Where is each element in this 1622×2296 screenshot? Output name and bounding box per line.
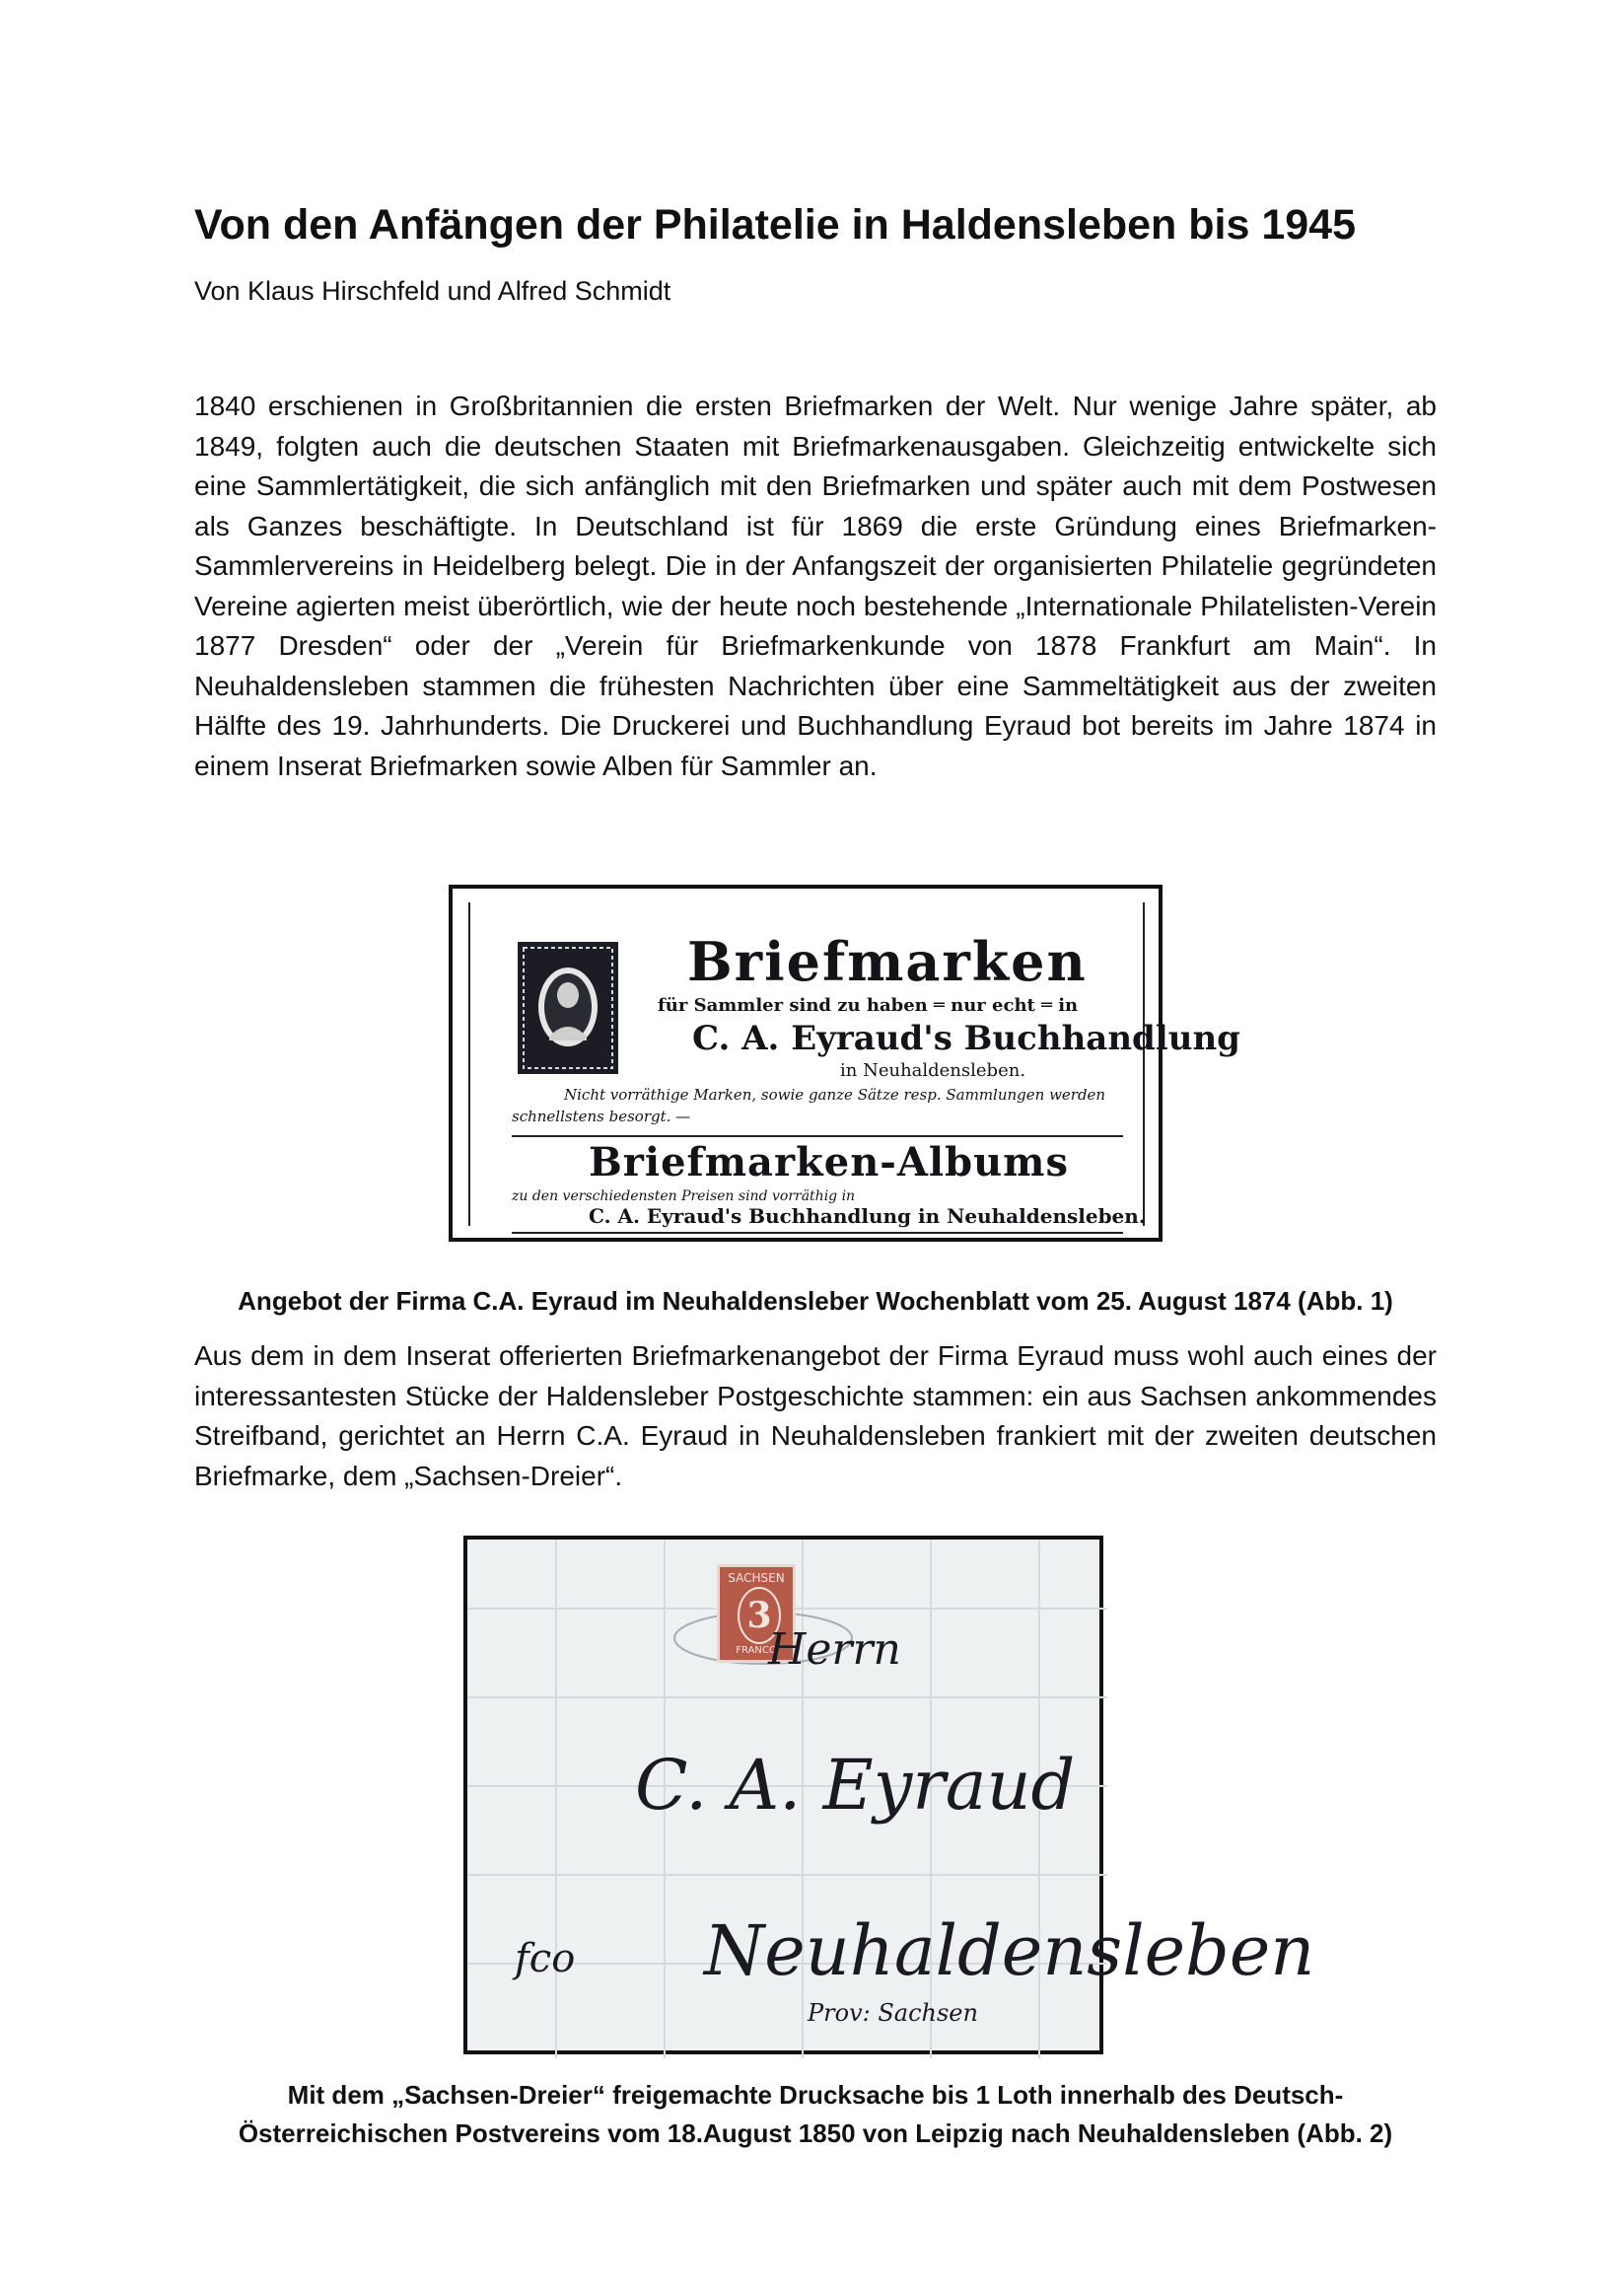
advertisement-frame xyxy=(468,902,1240,1228)
stamp-country-label: SACHSEN xyxy=(728,1571,785,1585)
advert-divider xyxy=(512,1135,1123,1137)
page-title: Von den Anfängen der Philatelie in Haldensleben bis 1945 xyxy=(194,201,1357,249)
advert-line: Nicht vorräthige Marken, sowie ganze Sätze resp. Sammlungen werden xyxy=(564,1086,1106,1104)
advert-line: schnellstens besorgt. — xyxy=(512,1108,691,1125)
advert-line: in Neuhaldensleben. xyxy=(840,1060,1026,1081)
handwritten-city: Neuhaldensleben xyxy=(704,1910,1315,1991)
advert-line: zu den verschiedensten Preisen sind vorräthig in xyxy=(512,1188,856,1204)
handwritten-addressee: C. A. Eyraud xyxy=(635,1745,1076,1826)
stamp-value: 3 xyxy=(738,1587,781,1644)
figure-caption-2: Mit dem „Sachsen-Dreier“ freigemachte Drucksache bis 1 Loth innerhalb des Deutsch-Österreichischen Postvereins vom 18.August 1850 von Leipzig nach Neuhaldensleben (Abb. 2) xyxy=(238,2080,1393,2148)
handwritten-franco: fco xyxy=(515,1936,576,1981)
intro-paragraph: 1840 erschienen in Großbritannien die ersten Briefmarken der Welt. Nur wenige Jahre später, ab 1849, folgten auch die deutschen Staaten mit Briefmarkenausgaben. Gleichzeitig entwickelte sich eine Sammlertätigkeit, die sich anfänglich mit den Briefmarken und später auch mit dem Postwesen als Ganzes beschäftigte. In Deutschland ist für 1869 die erste Gründung eines Briefmarken- Sammlervereins in Heidelberg belegt. Die in der Anfangszeit der organisierten Philatelie gegründeten Vereine agierten meist überörtlich, wie der heute noch bestehende „Internationale Philatelisten-Verein 1877 Dresden“ oder der „Verein für Briefmarkenkunde von 1878 Frankfurt am Main“. In Neuhaldensleben stammen die frühesten Nachrichten über eine Sammeltätigkeit aus der zweiten Hälfte des 19. Jahrhunderts. Die Druckerei und Buchhandlung Eyraud bot bereits im Jahre 1874 in einem Inserat Briefmarken sowie Alben für Sammler an. xyxy=(194,391,1437,781)
second-paragraph: Aus dem in dem Inserat offerierten Briefmarkenangebot der Firma Eyraud muss wohl auch eines der interessantesten Stücke der Haldensleber Postgeschichte stammen: ein aus Sachsen ankommendes Streifband, gerichtet an Herrn C.A. Eyraud in Neuhaldensleben frankiert mit der zweiten deutschen Briefmarke, dem „Sachsen-Dreier“. xyxy=(194,1340,1437,1491)
advertisement-figure xyxy=(449,885,1240,1242)
advert-shop-name: C. A. Eyraud's Buchhandlung in Neuhaldensleben. xyxy=(589,1204,1146,1228)
envelope-figure xyxy=(463,1536,1315,2054)
stamp-portrait-icon xyxy=(514,938,622,1078)
advert-line: für Sammler sind zu haben ═ nur echt ═ in xyxy=(658,995,1079,1016)
handwritten-title: Herrn xyxy=(768,1624,901,1675)
advert-shop-name: C. A. Eyraud's Buchhandlung xyxy=(692,1019,1240,1058)
advert-headline: Briefmarken xyxy=(687,930,1088,993)
figure-caption-1: Angebot der Firma C.A. Eyraud im Neuhaldensleber Wochenblatt vom 25. August 1874 (Abb. 1) xyxy=(238,1286,1393,1316)
handwritten-province: Prov: Sachsen xyxy=(808,1999,978,2027)
advert-headline-albums: Briefmarken-Albums xyxy=(589,1139,1070,1185)
authors-line: Von Klaus Hirschfeld und Alfred Schmidt xyxy=(194,276,671,306)
advert-divider xyxy=(512,1232,1123,1234)
stamp-franco-label: FRANCO xyxy=(736,1645,777,1656)
